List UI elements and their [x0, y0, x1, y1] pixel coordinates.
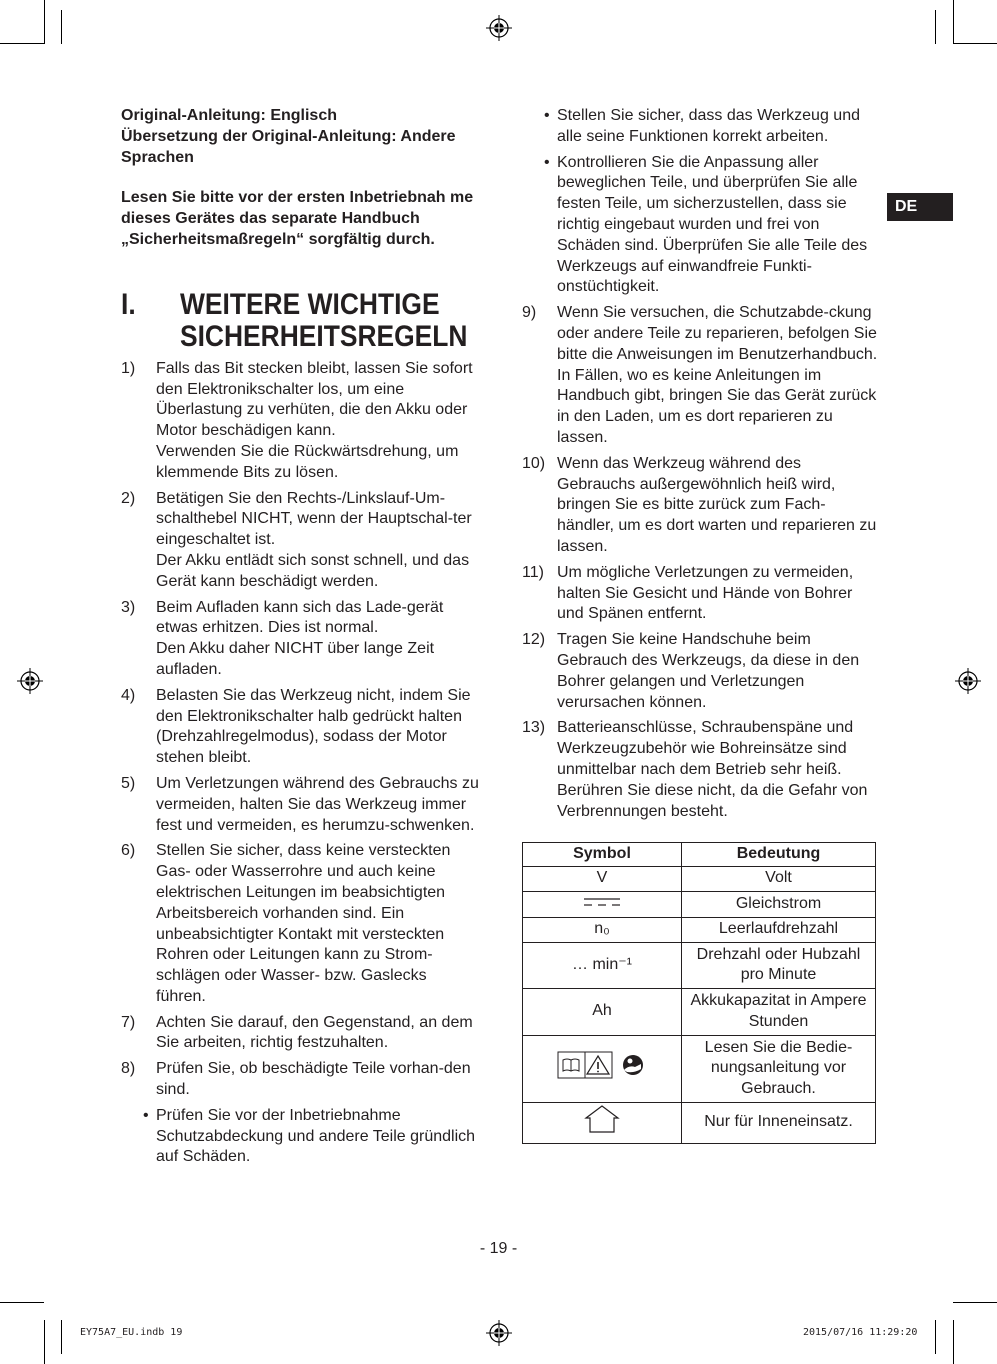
registration-mark-icon	[17, 668, 43, 694]
symbol-cell: … min⁻¹	[523, 942, 682, 988]
table-row	[523, 988, 876, 1035]
table-row	[523, 917, 876, 942]
list-item: 12) Tragen Sie keine Handschuhe beim Gebrauch des Werkzeugs, da diese in den Bohrer gelangen und Verletzungen verursachen können.	[522, 631, 860, 711]
symbol-cell: V	[523, 866, 682, 891]
meaning-cell: Lesen Sie die Bedie-nungsanleitung vor Gebrauch.	[682, 1035, 876, 1102]
bullet-item: • Prüfen Sie vor der Inbetriebnahme Schutzabdeckung und andere Teile gründlich auf Schäden.	[143, 1106, 476, 1166]
meaning-cell: Leerlaufdrehzahl	[682, 917, 876, 942]
right-column	[522, 106, 880, 827]
list-item: 4) Belasten Sie das Werkzeug nicht, indem Sie den Elektronikschalter halb gedrückt halten (Drehzahlregelmodus), sodass der Motor stehen bleibt.	[121, 686, 471, 767]
section-heading	[121, 289, 482, 353]
table-row	[523, 891, 876, 917]
list-item: 7) Achten Sie darauf, den Gegenstand, an dem Sie arbeiten, richtig festzuhalten.	[121, 1013, 473, 1052]
intro-read-manual: Lesen Sie bitte vor der ersten Inbetriebnah me dieses Gerätes das separate Handbuch „Sicherheitsmaßregeln“ sorgfältig durch.	[121, 189, 474, 248]
left-column	[121, 106, 479, 1173]
section-number: I.	[121, 287, 136, 321]
registration-mark-icon	[955, 668, 981, 694]
meaning-cell: Akkukapazitat in Ampere Stunden	[682, 988, 876, 1035]
crop-mark	[953, 43, 997, 44]
list-item: 2) Betätigen Sie den Rechts-/Linkslauf-Um-schalthebel NICHT, wenn der Hauptschal-ter eingeschaltet ist. Der Akku entlädt sich sonst schnell, und das Gerät kann beschädigt werden.	[121, 489, 472, 590]
meaning-cell: Gleichstrom	[682, 891, 876, 917]
crop-mark	[935, 10, 936, 44]
read-manual-icon	[557, 1051, 647, 1079]
crop-mark	[953, 1302, 997, 1303]
crop-mark	[0, 43, 44, 44]
bullet-item: • Stellen Sie sicher, dass das Werkzeug und alle seine Funktionen korrekt arbeiten.	[544, 107, 860, 145]
list-item: 10) Wenn das Werkzeug während des Gebrauchs außergewöhnlich heiß wird, bringen Sie es bitte zurück zum Fach-händler, um es dort warten und reparieren zu lassen.	[522, 454, 877, 555]
table-row	[523, 1035, 876, 1102]
header-symbol: Symbol	[523, 843, 682, 867]
direct-current-icon	[584, 896, 620, 908]
crop-mark	[935, 1320, 936, 1354]
header-meaning: Bedeutung	[682, 843, 876, 867]
page-number: - 19 -	[479, 1240, 518, 1257]
footer-timestamp: 2015/07/16 11:29:20	[803, 1327, 918, 1338]
intro	[121, 106, 479, 251]
language-tab: DE	[887, 193, 953, 221]
symbol-table	[522, 842, 876, 1144]
symbol-cell: Ah	[523, 988, 682, 1035]
symbol-cell: n₀	[523, 917, 682, 942]
crop-mark	[953, 1320, 954, 1364]
list-item: 1) Falls das Bit stecken bleibt, lassen Sie sofort den Elektronikschalter los, um eine Überlastung zu verhüten, die den Akku oder Motor beschädigen kann. Verwenden Sie die Rückwärtsdrehung, um klemmende Bits zu lösen.	[121, 359, 473, 481]
intro-translation: Übersetzung der Original-Anleitung: Andere Sprachen	[121, 127, 456, 166]
meaning-cell: Drehzahl oder Hubzahl pro Minute	[682, 942, 876, 988]
meaning-cell: Volt	[682, 866, 876, 891]
registration-mark-icon	[486, 1320, 512, 1346]
crop-mark	[44, 1320, 45, 1364]
registration-mark-icon	[486, 15, 512, 41]
crop-mark	[44, 0, 45, 44]
bullet-item: • Kontrollieren Sie die Anpassung aller beweglichen Teile, und überprüfen Sie alle festen Teile, um sicherzustellen, dass sie richtig eingebaut wurden und frei von Schäden sind. Überprüfen Sie alle Teile des Werkzeugs auf einwandfreie Funkti-onstüchtigkeit.	[544, 153, 868, 296]
list-item: 13) Batterieanschlüsse, Schraubenspäne und Werkzeugzubehör wie Bohreinsätze sind unmittelbar nach dem Betrieb sehr heiß. Berühren Sie diese nicht, da die Gefahr von Verbrennungen besteht.	[522, 719, 868, 820]
symbol-cell	[523, 891, 682, 917]
footer-file: EY75A7_EU.indb 19	[80, 1327, 183, 1338]
crop-mark	[61, 10, 62, 44]
table-row	[523, 1102, 876, 1143]
section-title-line1: WEITERE WICHTIGE	[179, 287, 440, 321]
section-title-line2: SICHERHEITSREGELN	[179, 319, 468, 353]
crop-mark	[61, 1320, 62, 1354]
table-row	[523, 942, 876, 988]
crop-mark	[953, 0, 954, 44]
meaning-cell: Nur für Inneneinsatz.	[682, 1102, 876, 1143]
list-item: 9) Wenn Sie versuchen, die Schutzabde-ckung oder andere Teile zu reparieren, befolgen Sie bitte die Anweisungen im Benutzerhandbuch. In Fällen, wo es keine Anleitungen im Handbuch gibt, bringen Sie das Gerät zurück in den Laden, um es dort reparieren zu lassen.	[522, 304, 878, 446]
intro-original: Original-Anleitung: Englisch	[121, 107, 337, 124]
symbol-cell	[523, 1035, 682, 1102]
list-item: 3) Beim Aufladen kann sich das Lade-gerät etwas erhitzen. Dies ist normal. Den Akku daher NICHT über lange Zeit aufladen.	[121, 598, 444, 678]
list-item: 6) Stellen Sie sicher, dass keine versteckten Gas- oder Wasserrohre und auch keine elektrischen Leitungen im beabsichtigten Arbeitsbereich vorhanden sind. Ein unbeabsichtigter Kontakt mit versteckten Rohren oder Leitungen kann zu Strom-schlägen oder Wasser- bzw. Gaslecks führen.	[121, 842, 451, 1005]
indoor-use-icon	[584, 1104, 620, 1134]
crop-mark	[0, 1302, 44, 1303]
table-row	[523, 866, 876, 891]
list-item: 8) Prüfen Sie, ob beschädigte Teile vorhan-den sind.	[121, 1060, 471, 1099]
list-item: 5) Um Verletzungen während des Gebrauchs zu vermeiden, halten Sie das Werkzeug immer fest und vermeiden, es herumzu-schwenken.	[121, 774, 479, 834]
list-item: 11) Um mögliche Verletzungen zu vermeiden, halten Sie Gesicht und Hände von Bohrer und Spänen entfernt.	[522, 563, 854, 623]
table-header	[523, 843, 876, 867]
symbol-cell	[523, 1102, 682, 1143]
